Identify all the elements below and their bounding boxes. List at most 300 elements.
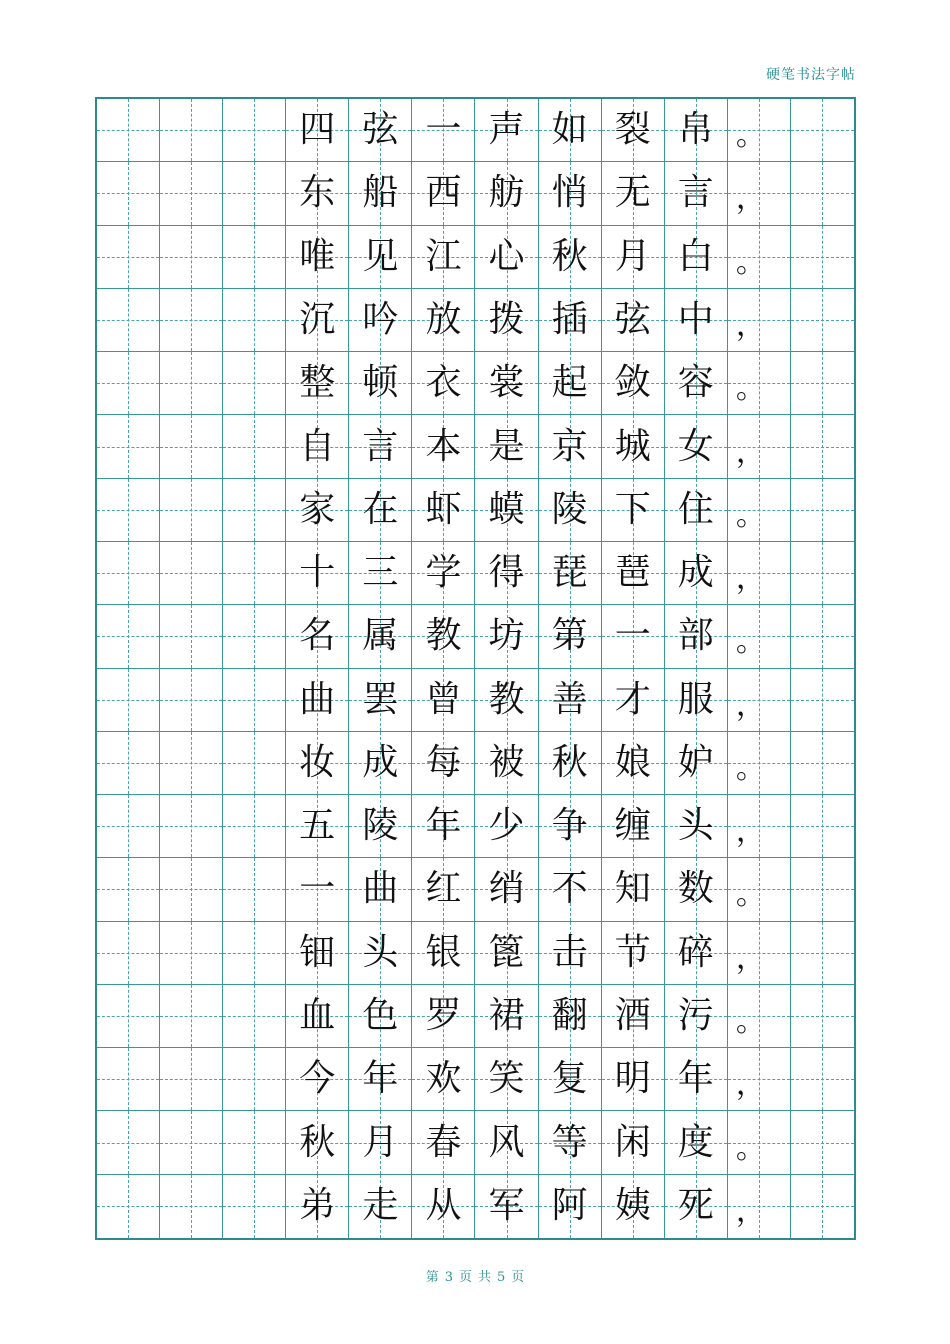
empty-grid-cell (223, 732, 286, 795)
character: 言 (677, 172, 714, 214)
character-cell (602, 669, 665, 732)
character: 节 (614, 931, 651, 973)
character-cell (349, 1175, 412, 1238)
character-cell (665, 415, 728, 478)
empty-grid-cell (223, 795, 286, 858)
character: 十 (299, 552, 336, 594)
character-cell (412, 289, 475, 352)
punctuation-cell (728, 542, 791, 605)
character-cell (539, 1175, 602, 1238)
character-cell (286, 795, 349, 858)
character-cell (602, 352, 665, 415)
character: 住 (677, 488, 714, 530)
character: 整 (299, 362, 336, 404)
character-cell (539, 922, 602, 985)
character: 虾 (425, 488, 462, 530)
character: 年 (677, 1058, 714, 1100)
character-cell (665, 795, 728, 858)
character: 是 (488, 425, 525, 467)
character-cell (286, 479, 349, 542)
character: 欢 (425, 1058, 462, 1100)
character: 才 (614, 678, 651, 720)
character: 闲 (614, 1121, 651, 1163)
empty-grid-cell (160, 289, 223, 352)
character: 教 (488, 678, 525, 720)
character: 成 (677, 552, 714, 594)
character-grid (97, 99, 854, 1238)
character: 秋 (551, 741, 588, 783)
character-cell (349, 415, 412, 478)
character: 碎 (677, 931, 714, 973)
punctuation-cell (728, 795, 791, 858)
punctuation-mark: 。 (735, 497, 766, 533)
character-cell (349, 479, 412, 542)
character-cell (665, 352, 728, 415)
empty-grid-cell (97, 605, 160, 668)
punctuation-cell (728, 1048, 791, 1111)
punctuation-mark: ， (735, 687, 766, 723)
empty-grid-cell (223, 415, 286, 478)
character-cell (539, 1048, 602, 1111)
footer-current-page: 3 (444, 1270, 453, 1285)
empty-grid-cell (160, 226, 223, 289)
empty-grid-cell (97, 858, 160, 921)
punctuation-cell (728, 1175, 791, 1238)
character-cell (665, 99, 728, 162)
punctuation-mark: ， (735, 1067, 766, 1103)
punctuation-mark: ， (735, 814, 766, 850)
character-cell (475, 99, 538, 162)
empty-grid-cell (791, 1048, 854, 1111)
empty-grid-cell (791, 542, 854, 605)
character-cell (539, 669, 602, 732)
character-cell (602, 858, 665, 921)
character-cell (475, 922, 538, 985)
empty-grid-cell (160, 99, 223, 162)
character-cell (412, 1111, 475, 1174)
character: 血 (299, 995, 336, 1037)
character: 击 (551, 931, 588, 973)
empty-grid-cell (160, 479, 223, 542)
character: 年 (425, 805, 462, 847)
header-title: 硬笔书法字帖 (766, 67, 856, 83)
character-cell (412, 479, 475, 542)
empty-grid-cell (223, 1175, 286, 1238)
character-cell (349, 162, 412, 225)
character: 东 (299, 172, 336, 214)
empty-grid-cell (160, 415, 223, 478)
character: 污 (677, 995, 714, 1037)
character-cell (349, 795, 412, 858)
character-cell (286, 226, 349, 289)
punctuation-mark: 。 (735, 371, 766, 407)
character-cell (602, 795, 665, 858)
character: 衣 (425, 362, 462, 404)
character-cell (539, 352, 602, 415)
character: 舫 (488, 172, 525, 214)
empty-grid-cell (160, 1111, 223, 1174)
footer-total-pages: 5 (497, 1270, 506, 1285)
character: 钿 (299, 931, 336, 973)
character: 年 (362, 1058, 399, 1100)
character-cell (286, 858, 349, 921)
character: 头 (362, 931, 399, 973)
character: 得 (488, 552, 525, 594)
character: 篦 (488, 931, 525, 973)
character: 一 (425, 109, 462, 151)
empty-grid-cell (791, 99, 854, 162)
punctuation-cell (728, 1111, 791, 1174)
character-cell (665, 289, 728, 352)
character: 城 (614, 425, 651, 467)
character-cell (412, 99, 475, 162)
character: 四 (299, 109, 336, 151)
character-cell (539, 226, 602, 289)
character: 红 (425, 868, 462, 910)
empty-grid-cell (97, 226, 160, 289)
character: 色 (362, 995, 399, 1037)
character: 妆 (299, 741, 336, 783)
punctuation-mark: 。 (735, 1004, 766, 1040)
character-cell (602, 922, 665, 985)
character-cell (602, 289, 665, 352)
character-cell (349, 669, 412, 732)
character: 成 (362, 741, 399, 783)
empty-grid-cell (160, 605, 223, 668)
character-cell (475, 226, 538, 289)
empty-grid-cell (160, 858, 223, 921)
character: 言 (362, 425, 399, 467)
character: 数 (677, 868, 714, 910)
footer-label-page: 第 (425, 1270, 439, 1285)
footer-label-total: 共 (478, 1270, 492, 1285)
character-cell (475, 732, 538, 795)
punctuation-mark: ， (735, 181, 766, 217)
punctuation-cell (728, 985, 791, 1048)
character: 名 (299, 615, 336, 657)
empty-grid-cell (223, 605, 286, 668)
character-cell (539, 605, 602, 668)
character-cell (412, 985, 475, 1048)
character: 插 (551, 298, 588, 340)
character-cell (412, 226, 475, 289)
character-cell (349, 542, 412, 605)
character-cell (412, 415, 475, 478)
character-cell (286, 352, 349, 415)
character: 弟 (299, 1185, 336, 1227)
character: 酒 (614, 995, 651, 1037)
character: 阿 (551, 1185, 588, 1227)
empty-grid-cell (223, 479, 286, 542)
empty-grid-cell (97, 162, 160, 225)
empty-grid-cell (97, 415, 160, 478)
character-cell (602, 1175, 665, 1238)
character: 属 (362, 615, 399, 657)
empty-grid-cell (160, 732, 223, 795)
character-cell (602, 1048, 665, 1111)
character: 敛 (614, 362, 651, 404)
empty-grid-cell (97, 479, 160, 542)
character: 五 (299, 805, 336, 847)
character-cell (539, 415, 602, 478)
character: 拨 (488, 298, 525, 340)
empty-grid-cell (97, 795, 160, 858)
empty-grid-cell (97, 99, 160, 162)
punctuation-mark: ， (735, 561, 766, 597)
character: 起 (551, 362, 588, 404)
character: 罢 (362, 678, 399, 720)
character: 见 (362, 235, 399, 277)
empty-grid-cell (223, 542, 286, 605)
empty-grid-cell (791, 605, 854, 668)
character-cell (665, 226, 728, 289)
character: 今 (299, 1058, 336, 1100)
empty-grid-cell (160, 922, 223, 985)
character: 陵 (551, 488, 588, 530)
punctuation-mark: 。 (735, 118, 766, 154)
empty-grid-cell (160, 352, 223, 415)
character: 复 (551, 1058, 588, 1100)
character-cell (475, 669, 538, 732)
character-cell (412, 162, 475, 225)
character-cell (349, 605, 412, 668)
character-cell (539, 99, 602, 162)
character-cell (412, 732, 475, 795)
empty-grid-cell (97, 1175, 160, 1238)
character: 本 (425, 425, 462, 467)
character: 被 (488, 741, 525, 783)
character-cell (602, 162, 665, 225)
character: 女 (677, 425, 714, 467)
character-cell (412, 542, 475, 605)
character-cell (286, 162, 349, 225)
empty-grid-cell (791, 479, 854, 542)
character-cell (475, 542, 538, 605)
empty-grid-cell (791, 1175, 854, 1238)
empty-grid-cell (160, 1048, 223, 1111)
punctuation-cell (728, 922, 791, 985)
character: 银 (425, 931, 462, 973)
character-cell (539, 985, 602, 1048)
empty-grid-cell (160, 1175, 223, 1238)
empty-grid-cell (97, 542, 160, 605)
character-cell (665, 985, 728, 1048)
character: 悄 (551, 172, 588, 214)
punctuation-cell (728, 669, 791, 732)
empty-grid-cell (223, 985, 286, 1048)
empty-grid-cell (97, 352, 160, 415)
character-cell (665, 1048, 728, 1111)
character: 西 (425, 172, 462, 214)
character: 弦 (362, 109, 399, 151)
character: 如 (551, 109, 588, 151)
character: 声 (488, 109, 525, 151)
character-cell (286, 669, 349, 732)
character-cell (475, 289, 538, 352)
character: 风 (488, 1121, 525, 1163)
empty-grid-cell (223, 1048, 286, 1111)
character-cell (286, 1048, 349, 1111)
empty-grid-cell (97, 922, 160, 985)
character-cell (349, 985, 412, 1048)
punctuation-cell (728, 289, 791, 352)
punctuation-mark: 。 (735, 877, 766, 913)
character-cell (602, 542, 665, 605)
footer-label-unit: 页 (458, 1270, 472, 1285)
punctuation-cell (728, 858, 791, 921)
character-cell (539, 858, 602, 921)
character-cell (286, 99, 349, 162)
character-cell (665, 479, 728, 542)
empty-grid-cell (97, 289, 160, 352)
character: 白 (677, 235, 714, 277)
punctuation-cell (728, 226, 791, 289)
character: 知 (614, 868, 651, 910)
character-cell (602, 479, 665, 542)
empty-grid-cell (223, 289, 286, 352)
empty-grid-cell (791, 162, 854, 225)
character: 明 (614, 1058, 651, 1100)
character: 裳 (488, 362, 525, 404)
character: 每 (425, 741, 462, 783)
character: 绡 (488, 868, 525, 910)
character: 曲 (362, 868, 399, 910)
punctuation-cell (728, 352, 791, 415)
character-cell (602, 415, 665, 478)
character: 吟 (362, 298, 399, 340)
punctuation-cell (728, 415, 791, 478)
character: 裂 (614, 109, 651, 151)
empty-grid-cell (791, 415, 854, 478)
character: 笑 (488, 1058, 525, 1100)
character-cell (539, 479, 602, 542)
character-cell (286, 922, 349, 985)
character-cell (475, 479, 538, 542)
character-cell (286, 732, 349, 795)
character-cell (475, 795, 538, 858)
empty-grid-cell (160, 669, 223, 732)
empty-grid-cell (791, 226, 854, 289)
character: 春 (425, 1121, 462, 1163)
character-cell (665, 162, 728, 225)
character: 船 (362, 172, 399, 214)
empty-grid-cell (160, 542, 223, 605)
punctuation-mark: 。 (735, 244, 766, 280)
character: 秋 (551, 235, 588, 277)
character-cell (539, 1111, 602, 1174)
character: 心 (488, 235, 525, 277)
punctuation-cell (728, 732, 791, 795)
character: 教 (425, 615, 462, 657)
character-cell (665, 858, 728, 921)
punctuation-cell (728, 99, 791, 162)
character-cell (475, 985, 538, 1048)
character-cell (539, 732, 602, 795)
character-cell (349, 352, 412, 415)
character: 坊 (488, 615, 525, 657)
character-cell (602, 985, 665, 1048)
character-cell (539, 289, 602, 352)
character: 月 (614, 235, 651, 277)
empty-grid-cell (97, 732, 160, 795)
character: 顿 (362, 362, 399, 404)
character: 服 (677, 678, 714, 720)
empty-grid-cell (791, 985, 854, 1048)
character: 学 (425, 552, 462, 594)
character: 下 (614, 488, 651, 530)
character: 一 (299, 868, 336, 910)
practice-sheet (95, 97, 856, 1240)
character: 曾 (425, 678, 462, 720)
character-cell (475, 352, 538, 415)
character-cell (412, 1048, 475, 1111)
character-cell (475, 1048, 538, 1111)
character-cell (665, 605, 728, 668)
character: 三 (362, 552, 399, 594)
character: 缠 (614, 805, 651, 847)
character: 姨 (614, 1185, 651, 1227)
character: 唯 (299, 235, 336, 277)
empty-grid-cell (791, 922, 854, 985)
character: 琶 (614, 552, 651, 594)
character-cell (602, 732, 665, 795)
character: 少 (488, 805, 525, 847)
character: 死 (677, 1185, 714, 1227)
character-cell (286, 1175, 349, 1238)
character-cell (349, 1111, 412, 1174)
character: 第 (551, 615, 588, 657)
character-cell (665, 669, 728, 732)
empty-grid-cell (791, 1111, 854, 1174)
empty-grid-cell (223, 858, 286, 921)
character: 罗 (425, 995, 462, 1037)
character: 妒 (677, 741, 714, 783)
empty-grid-cell (791, 669, 854, 732)
character-cell (539, 795, 602, 858)
character-cell (475, 1175, 538, 1238)
footer-label-unit2: 页 (511, 1270, 525, 1285)
character-cell (665, 732, 728, 795)
character: 不 (551, 868, 588, 910)
empty-grid-cell (223, 226, 286, 289)
character-cell (349, 922, 412, 985)
empty-grid-cell (223, 1111, 286, 1174)
character: 江 (425, 235, 462, 277)
character-cell (412, 795, 475, 858)
character: 秋 (299, 1121, 336, 1163)
character: 裙 (488, 995, 525, 1037)
empty-grid-cell (97, 1048, 160, 1111)
character-cell (602, 1111, 665, 1174)
empty-grid-cell (791, 352, 854, 415)
punctuation-mark: ， (735, 940, 766, 976)
character-cell (475, 162, 538, 225)
character-cell (539, 542, 602, 605)
character-cell (665, 922, 728, 985)
character-cell (602, 226, 665, 289)
character-cell (475, 415, 538, 478)
character-cell (349, 1048, 412, 1111)
character: 走 (362, 1185, 399, 1227)
character: 娘 (614, 741, 651, 783)
character-cell (412, 352, 475, 415)
empty-grid-cell (223, 99, 286, 162)
character-cell (349, 858, 412, 921)
character-cell (286, 542, 349, 605)
empty-grid-cell (160, 795, 223, 858)
punctuation-mark: ， (735, 307, 766, 343)
empty-grid-cell (223, 162, 286, 225)
